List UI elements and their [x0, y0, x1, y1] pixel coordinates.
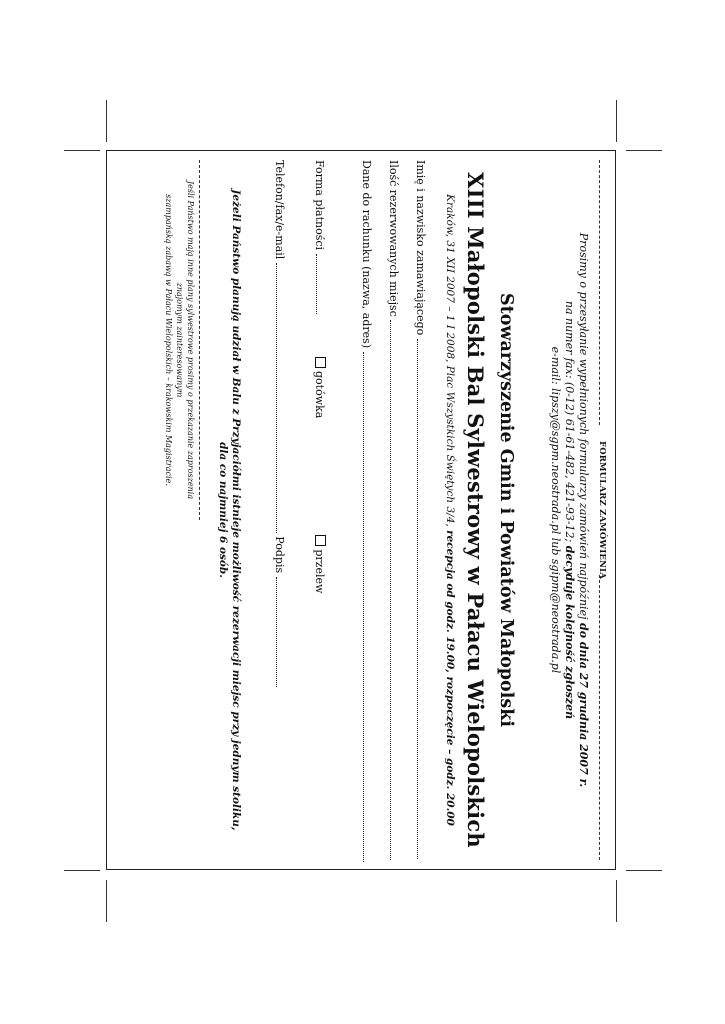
crop-mark-bottom-right-h — [626, 870, 662, 871]
name-input-line[interactable] — [417, 339, 427, 859]
intro-fax: na numer fax: (0-12) 61-61-482, 421-93-12; — [563, 300, 576, 546]
signature-label: Podpis — [273, 536, 286, 574]
crop-mark-bottom-right-v — [616, 880, 617, 922]
crop-mark-top-left-v — [106, 100, 107, 142]
transfer-checkbox[interactable] — [315, 535, 326, 546]
crop-mark-top-left-h — [64, 150, 100, 151]
transfer-label: przelew — [313, 549, 326, 594]
crop-mark-top-right-h — [626, 150, 662, 151]
organization-name: Stowarzyszenie Gmin i Powiatów Małopolski — [496, 293, 516, 727]
cash-label: gotówka — [313, 371, 326, 419]
event-title: XIII Małopolski Bal Sylwestrowy w Pałacu Wielopolskich — [463, 172, 488, 848]
contact-input-line[interactable] — [276, 263, 286, 533]
invoice-field[interactable] — [360, 160, 373, 862]
seats-field[interactable] — [387, 160, 400, 860]
name-field[interactable] — [414, 160, 427, 859]
seats-label: Ilość rezerwowanych miejsc — [387, 160, 400, 317]
intro-text — [548, 155, 590, 865]
note-line1: Jeżeli Państwo planują udział w Balu z Przyjaciółmi istnieje możliwość rezerwacji miejsc przy jednym stoliku, — [230, 189, 242, 831]
form-header — [593, 155, 607, 865]
crop-mark-top-right-v — [616, 100, 617, 142]
signature-input-line[interactable] — [276, 577, 286, 687]
form-title: FORMULARZ ZAMÓWIENIA — [597, 440, 607, 580]
event-details — [444, 155, 456, 865]
footnote — [163, 160, 200, 520]
invoice-input-line[interactable] — [363, 352, 373, 862]
payment-field — [313, 160, 326, 593]
event-times: recepcja od godz. 19.00, rozpoczęcie – godz. 20.00 — [444, 530, 456, 826]
crop-mark-bottom-left-v — [106, 880, 107, 922]
payment-input-line[interactable] — [316, 254, 326, 314]
payment-label: Forma płatności — [313, 160, 326, 251]
intro-deadline: do dnia 27 grudnia 2007 r. — [577, 623, 590, 788]
contact-field[interactable] — [273, 160, 286, 687]
intro-line1: Prosimy o przesyłanie wypełnionych formularzy zamówień najpóźniej — [577, 232, 590, 623]
seats-input-line[interactable] — [390, 320, 400, 860]
footnote-line2: szampańską zabawą w Pałacu Wielopolskich – krakowskim Magistracie. — [164, 194, 173, 486]
table-reservation-note — [216, 155, 242, 865]
name-label: Imię i nazwisko zamawiającego — [414, 160, 427, 336]
cash-checkbox[interactable] — [315, 357, 326, 368]
note-line2: dla co najmniej 6 osób. — [217, 442, 229, 578]
footnote-line1: Jeśli Państwo mają inne plany sylwestrowe prosimy o przekazanie zaproszenia znajomym zainteresowanym — [175, 180, 195, 500]
contact-label: Telefon/fax/e-mail — [273, 160, 286, 260]
intro-order-note: decyduje kolejność zgłoszeń — [563, 545, 576, 720]
order-form — [112, 155, 612, 865]
invoice-label: Dane do rachunku (nazwa, adres) — [360, 160, 373, 349]
intro-email: e-mail: lipszy@sgpm.neostrada.pl lub sgipm@neostrada.pl — [549, 346, 562, 674]
event-location: Kraków, 31 XII 2007 – 1 I 2008, Plac Wszystkich Świętych 3/4, — [444, 194, 456, 531]
header-rule-right — [599, 575, 600, 860]
crop-mark-bottom-left-h — [64, 870, 100, 871]
